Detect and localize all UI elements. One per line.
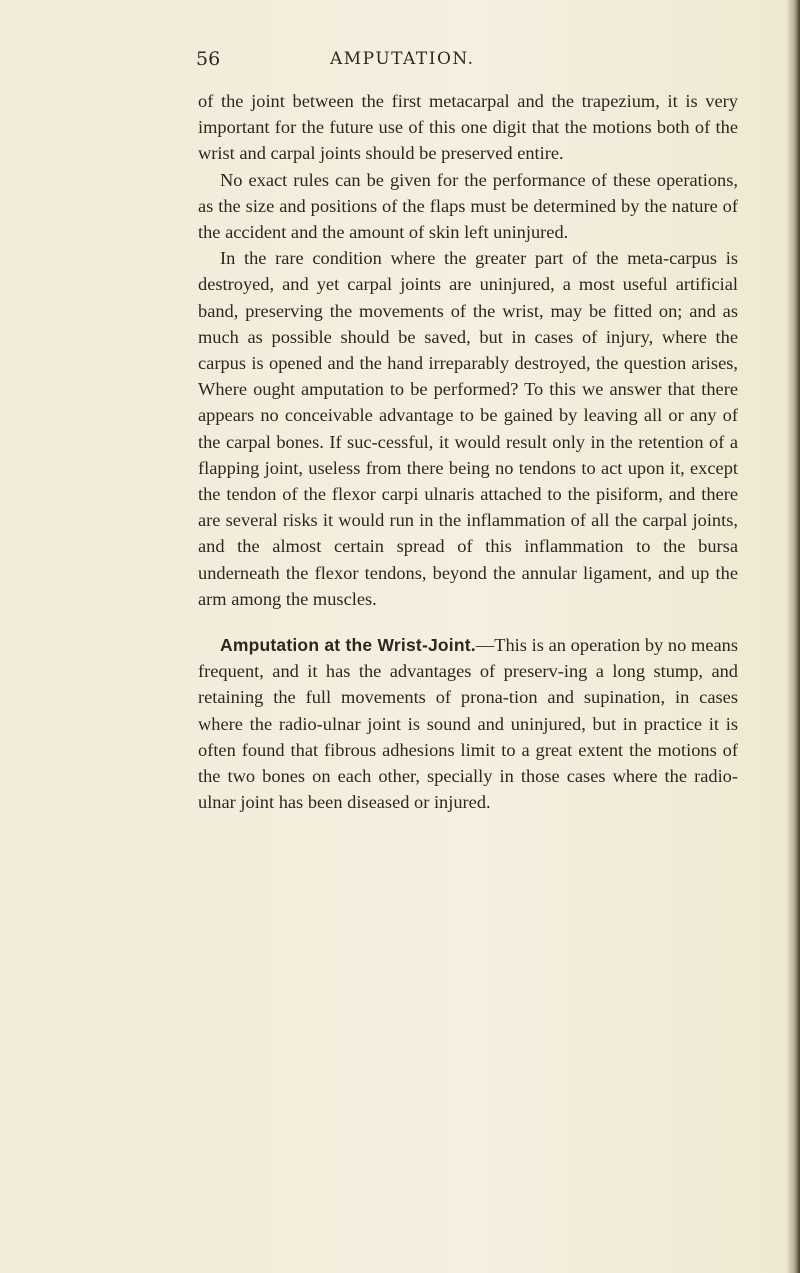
section-heading: Amputation at the Wrist-Joint. <box>220 635 476 656</box>
paragraph-3: In the rare condition where the greater part of the meta-carpus is destroyed, and yet carpal joints are uninjured, a most useful artificial band, preserving the movements of the wrist, may be fitted on; and as much as possible should be saved, but in cases of injury, where the carpus is opened and the hand irreparably destroyed, the question arises, Where ought amputation to be performed? To this we answer that there appears no conceivable advantage to be gained by leaving all or any of the carpal bones. If suc-cessful, it would result only in the retention of a flapping joint, useless from there being no tendons to act upon it, except the tendon of the flexor carpi ulnaris attached to the pisiform, and there are several risks it would run in the inflammation of all the carpal joints, and the almost certain spread of this inflammation to the bursa underneath the flexor tendons, beyond the annular ligament, and up the arm among the muscles. <box>198 248 738 609</box>
body-text <box>198 88 738 815</box>
section-paragraph <box>198 632 738 815</box>
page-edge-shadow <box>786 0 800 1273</box>
page-number: 56 <box>196 48 221 70</box>
section-text: —This is an operation by no means frequent, and it has the advantages of preserv-ing a long stump, and retaining the full movements of prona-tion and supination, in cases where the radio-ulnar joint is sound and uninjured, but in practice it is often found that fibrous adhesions limit to a great extent the motions of the two bones on each other, specially in those cases where the radio-ulnar joint has been diseased or injured. <box>198 635 739 813</box>
paragraph-2: No exact rules can be given for the performance of these operations, as the size and positions of the flaps must be determined by the nature of the accident and the amount of skin left uninjured. <box>198 169 738 243</box>
running-title: AMPUTATION. <box>330 49 475 69</box>
paragraph-1: of the joint between the first metacarpal and the trapezium, it is very important for the future use of this one digit that the motions both of the wrist and carpal joints should be preserved entire. <box>198 91 738 164</box>
